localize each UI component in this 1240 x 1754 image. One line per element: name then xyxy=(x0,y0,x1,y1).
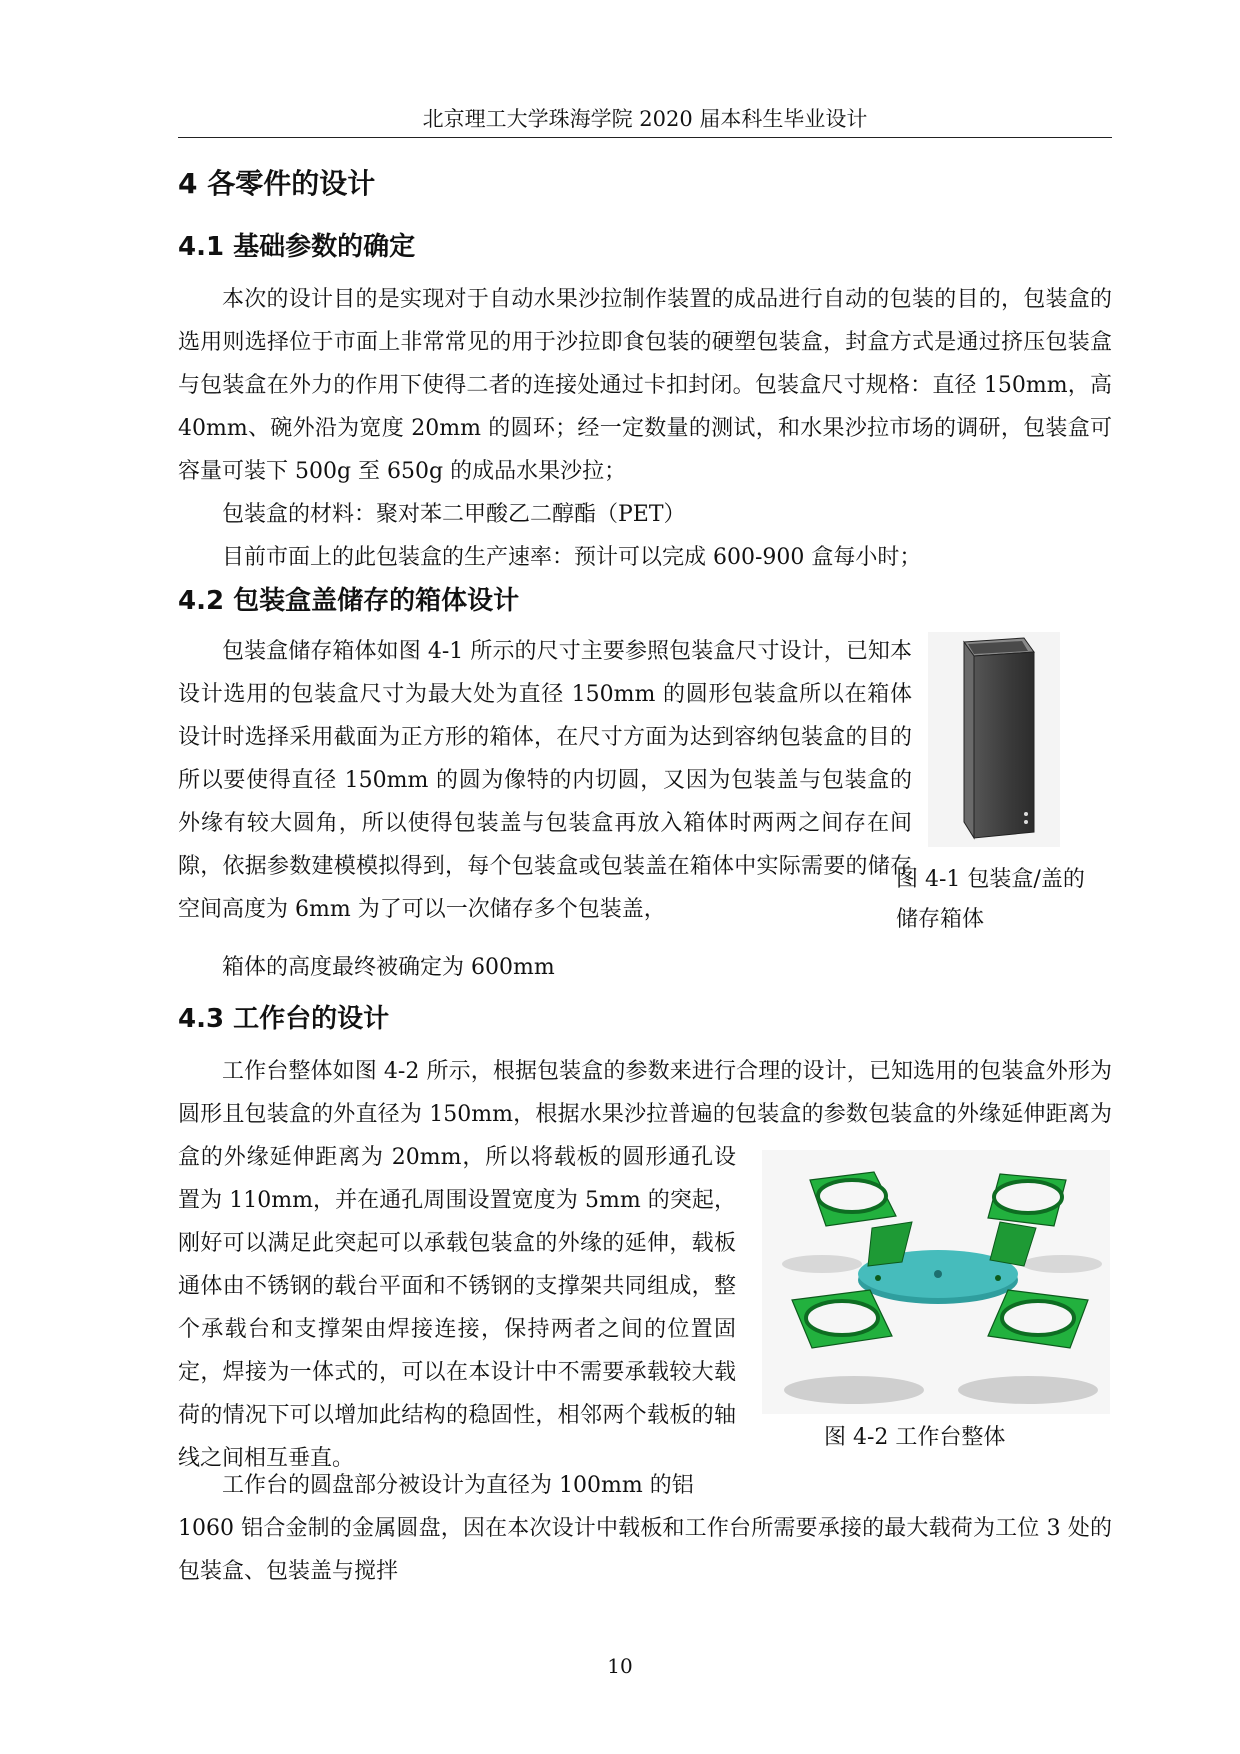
section-title-4-1: 4.1 基础参数的确定 xyxy=(178,232,416,262)
section-4-2-paragraph-2: 箱体的高度最终被确定为 600mm xyxy=(222,955,555,980)
section-4-2-paragraph-1: 包装盒储存箱体如图 4-1 所示的尺寸主要参照包装盒尺寸设计，已知本设计选用的包装盒尺寸为最大处为直径 150mm 的圆形包装盒所以在箱体设计时选择采用截面为正方形的箱体，在尺寸方面为达到容纳包装盒的目的所以要使得直径 150mm 的圆为像特的内切圆，又因为包装盖与包装盒的外缘有较大圆角，所以使得包装盖与包装盒再放入箱体时两两之间存在间隙，依据参数建模模拟得到，每个包装盒或包装盖在箱体中实际需要的储存空间高度为 6mm 为了可以一次储存多个包装盖， xyxy=(178,639,912,922)
section-4-3-paragraph-2-top: 工作台的圆盘部分被设计为直径为 100mm 的铝 xyxy=(222,1473,694,1498)
section-4-3-paragraph-1-top: 工作台整体如图 4-2 所示，根据包装盒的参数来进行合理的设计，已知选用的包装盒外形为圆形且包装盒的外直径为 150mm，根据水果沙拉普遍的包装盒的参数包装盒的外缘延伸距离为 xyxy=(178,1059,1112,1127)
storage-box-drawing xyxy=(928,632,1060,847)
header-divider xyxy=(178,137,1112,138)
figure-4-2-caption: 图 4-2 工作台整体 xyxy=(824,1425,1006,1450)
section-4-3-paragraph-2-wrap: 1060 铝合金制的金属圆盘，因在本次设计中载板和工作台所需要承接的最大载荷为工位 3 处的包装盒、包装盖与搅拌 xyxy=(178,1516,1112,1584)
workbench-figure xyxy=(762,1150,1110,1414)
section-4-1-paragraph-2: 包装盒的材料：聚对苯二甲酸乙二醇酯（PET） xyxy=(222,502,686,527)
section-4-1-paragraph-1: 本次的设计目的是实现对于自动水果沙拉制作装置的成品进行自动的包装的目的，包装盒的选用则选择位于市面上非常常见的用于沙拉即食包装的硬塑包装盒，封盒方式是通过挤压包装盒与包装盒在外力的作用下使得二者的连接处通过卡扣封闭。包装盒尺寸规格：直径 150mm，高 40mm、碗外沿为宽度 20mm 的圆环；经一定数量的测试，和水果沙拉市场的调研，包装盒可容量可装下 500g 至 650g 的成品水果沙拉； xyxy=(178,287,1112,484)
section-title-4-3: 4.3 工作台的设计 xyxy=(178,1004,390,1034)
page-number: 10 xyxy=(607,1654,633,1678)
running-header: 北京理工大学珠海学院 2020 届本科生毕业设计 xyxy=(422,107,868,131)
chapter-title: 4 各零件的设计 xyxy=(178,167,376,200)
storage-box-figure xyxy=(928,632,1060,847)
section-title-4-2: 4.2 包装盒盖储存的箱体设计 xyxy=(178,586,520,616)
section-4-3-paragraph-1-wrap: 盒的外缘延伸距离为 20mm，所以将载板的圆形通孔设置为 110mm，并在通孔周围设置宽度为 5mm 的突起，刚好可以满足此突起可以承载包装盒的外缘的延伸，载板通体由不锈钢的载台平面和不锈钢的支撑架共同组成，整个承载台和支撑架由焊接连接，保持两者之间的位置固定，焊接为一体式的，可以在本设计中不需要承载较大载荷的情况下可以增加此结构的稳固性，相邻两个载板的轴线之间相互垂直。 xyxy=(178,1145,736,1471)
section-4-1-paragraph-3: 目前市面上的此包装盒的生产速率：预计可以完成 600-900 盒每小时； xyxy=(222,545,922,570)
workbench-drawing xyxy=(762,1150,1110,1414)
figure-4-1-caption: 图 4-1 包装盒/盖的储存箱体 xyxy=(896,867,1085,932)
